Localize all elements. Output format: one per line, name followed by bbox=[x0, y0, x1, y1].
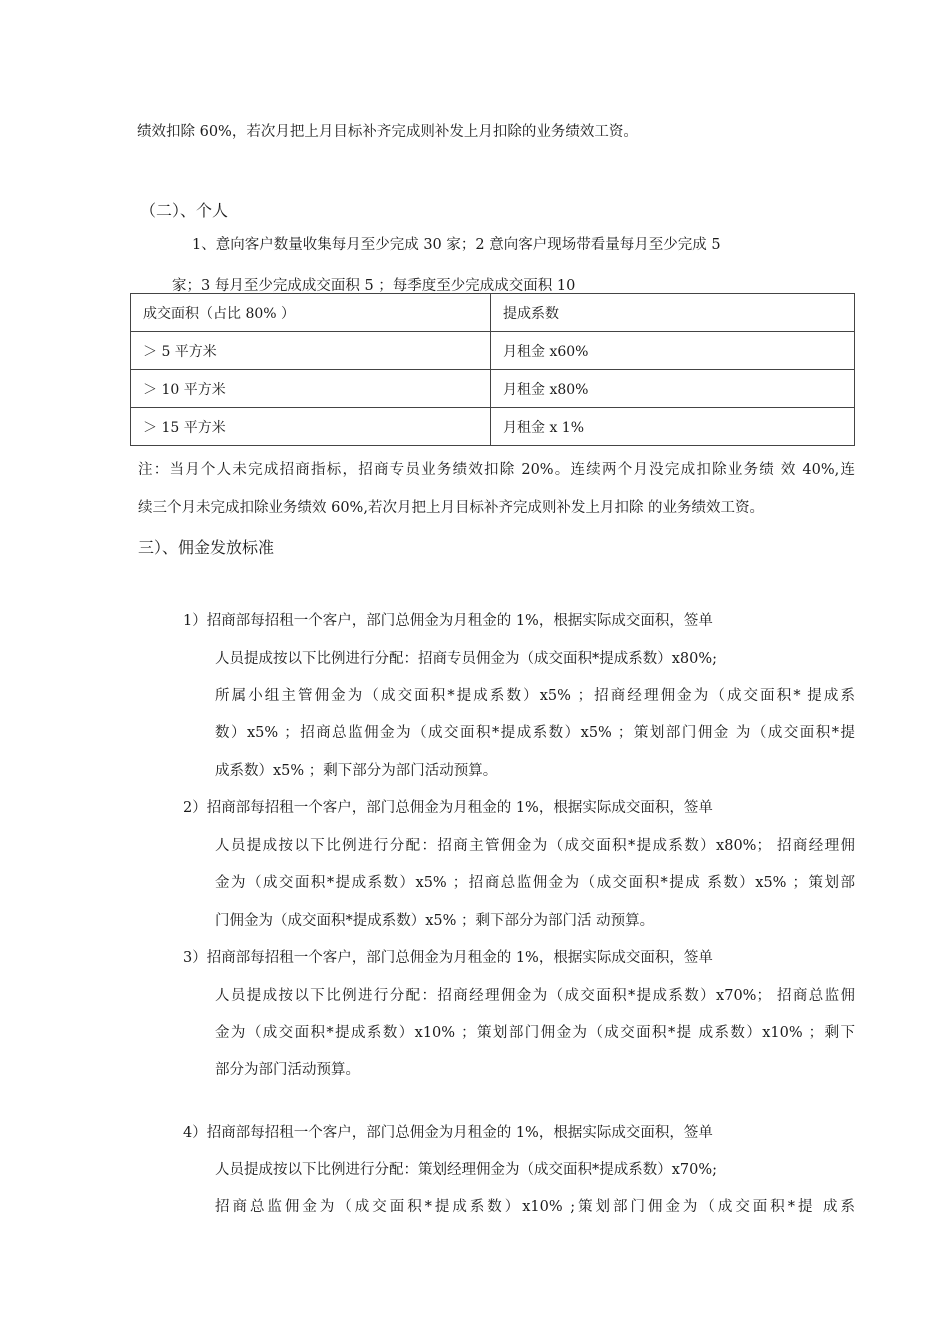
commission-item-4-line: 人员提成按以下比例进行分配：策划经理佣金为（成交面积*提成系数）x70%; bbox=[215, 1162, 718, 1178]
commission-item-2-line: 人员提成按以下比例进行分配：招商主管佣金为（成交面积*提成系数）x80%； 招商经理佣 bbox=[215, 838, 855, 854]
table-cell: 月租金 x80% bbox=[491, 370, 855, 408]
commission-item-4-line: 招商总监佣金为（成交面积*提成系数）x10% ;策划部门佣金为（成交面积*提 成系 bbox=[215, 1199, 855, 1215]
commission-item-1-line: 数）x5% ；招商总监佣金为（成交面积*提成系数）x5% ；策划部门佣金 为（成交面积*提 bbox=[215, 725, 855, 741]
commission-item-3-line: 金为（成交面积*提成系数）x10% ；策划部门佣金为（成交面积*提 成系数）x10% ；剩下 bbox=[215, 1025, 855, 1041]
table-cell: ＞ 15 平方米 bbox=[131, 408, 491, 446]
table-cell: 月租金 x 1% bbox=[491, 408, 855, 446]
personal-target-line-1: 1、意向客户数量收集每月至少完成 30 家；2 意向客户现场带看量每月至少完成 5 bbox=[192, 237, 721, 253]
commission-item-3-line: 部分为部门活动预算。 bbox=[215, 1062, 360, 1078]
commission-item-1-line: 所属小组主管佣金为（成交面积*提成系数）x5% ；招商经理佣金为（成交面积* 提成系 bbox=[215, 688, 855, 704]
commission-item-4-lead: 4）招商部每招租一个客户，部门总佣金为月租金的 1%，根据实际成交面积，签单 bbox=[183, 1125, 713, 1141]
note-line-1: 注：当月个人未完成招商指标，招商专员业务绩效扣除 20%。连续两个月没完成扣除业务绩 效 40%,连 bbox=[138, 462, 855, 478]
commission-item-1-line: 人员提成按以下比例进行分配：招商专员佣金为（成交面积*提成系数）x80%; bbox=[215, 651, 718, 667]
personal-target-line-2: 家；3 每月至少完成成交面积 5 ；每季度至少完成成交面积 10 bbox=[172, 278, 576, 294]
commission-item-1-lead: 1）招商部每招租一个客户，部门总佣金为月租金的 1%，根据实际成交面积，签单 bbox=[183, 613, 713, 629]
commission-item-2-line: 门佣金为（成交面积*提成系数）x5% ；剩下部分为部门活 动预算。 bbox=[215, 913, 655, 929]
section-heading-personal: （二）、个人 bbox=[140, 201, 229, 220]
table-row bbox=[131, 332, 855, 370]
paragraph-continuation: 绩效扣除 60%，若次月把上月目标补齐完成则补发上月扣除的业务绩效工资。 bbox=[137, 124, 638, 140]
table-header-cell: 成交面积（占比 80% ） bbox=[131, 294, 491, 332]
note-line-2: 续三个月未完成扣除业务绩效 60%,若次月把上月目标补齐完成则补发上月扣除 的业务绩效工资。 bbox=[138, 500, 765, 516]
table-header-row bbox=[131, 294, 855, 332]
section-heading-commission: 三）、佣金发放标准 bbox=[138, 538, 275, 557]
table-row bbox=[131, 370, 855, 408]
commission-item-3-lead: 3）招商部每招租一个客户，部门总佣金为月租金的 1%，根据实际成交面积，签单 bbox=[183, 950, 713, 966]
table-row bbox=[131, 408, 855, 446]
commission-item-3-line: 人员提成按以下比例进行分配：招商经理佣金为（成交面积*提成系数）x70%； 招商总监佣 bbox=[215, 988, 855, 1004]
table-cell: ＞ 5 平方米 bbox=[131, 332, 491, 370]
commission-rate-table bbox=[130, 293, 855, 446]
commission-item-1-line: 成系数）x5% ；剩下部分为部门活动预算。 bbox=[215, 763, 498, 779]
table-header-cell: 提成系数 bbox=[491, 294, 855, 332]
commission-item-2-line: 金为（成交面积*提成系数）x5% ；招商总监佣金为（成交面积*提成 系数）x5% ；策划部 bbox=[215, 875, 855, 891]
table-cell: ＞ 10 平方米 bbox=[131, 370, 491, 408]
table-cell: 月租金 x60% bbox=[491, 332, 855, 370]
commission-item-2-lead: 2）招商部每招租一个客户，部门总佣金为月租金的 1%，根据实际成交面积，签单 bbox=[183, 800, 713, 816]
